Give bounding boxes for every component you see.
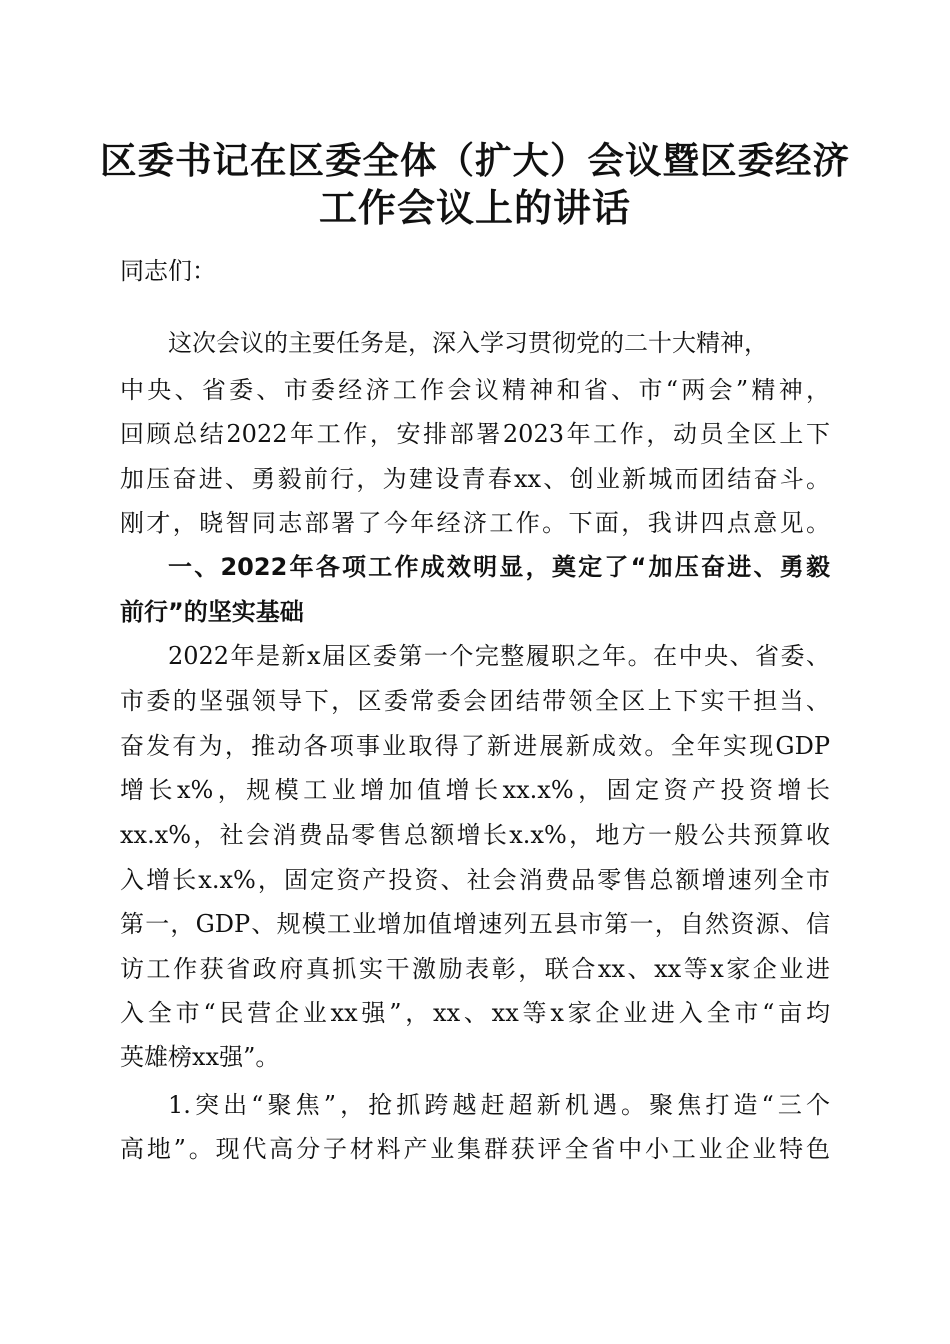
- paragraph-line: xx.x%，社会消费品零售总额增长x.x%，地方一般公共预算收: [120, 821, 830, 849]
- salutation: 同志们：: [120, 257, 216, 285]
- paragraph-line: 加压奋进、勇毅前行，为建设青春xx、创业新城而团结奋斗。: [120, 465, 830, 493]
- paragraph-line: 高地”。现代高分子材料产业集群获评全省中小工业企业特色: [120, 1135, 830, 1163]
- paragraph-line: 第一，GDP、规模工业增加值增速列五县市第一，自然资源、信: [120, 910, 830, 938]
- paragraph-line: 访工作获省政府真抓实干激励表彰，联合xx、xx等x家企业进: [120, 955, 830, 983]
- paragraph-line: 入增长x.x%，固定资产投资、社会消费品零售总额增速列全市: [120, 866, 830, 894]
- paragraph-line: 增长x%，规模工业增加值增长xx.x%，固定资产投资增长: [120, 776, 830, 804]
- paragraph-line: 刚才，晓智同志部署了今年经济工作。下面，我讲四点意见。: [120, 509, 830, 537]
- document-title-line-1: 区委书记在区委全体（扩大）会议暨区委经济: [100, 139, 850, 182]
- paragraph-line: 奋发有为，推动各项事业取得了新进展新成效。全年实现GDP: [120, 732, 830, 760]
- paragraph-line: 英雄榜xx强”。: [120, 1043, 280, 1071]
- paragraph-line: 入全市“民营企业xx强”，xx、xx等x家企业进入全市“亩均: [120, 999, 830, 1027]
- document-title-line-2: 工作会议上的讲话: [318, 185, 631, 230]
- paragraph-line: 2022年是新x届区委第一个完整履职之年。在中央、省委、: [168, 642, 830, 670]
- paragraph-line: 回顾总结2022年工作，安排部署2023年工作，动员全区上下: [120, 420, 830, 448]
- section-heading-line: 一、2022年各项工作成效明显，奠定了“加压奋进、勇毅: [168, 553, 830, 581]
- section-heading-line: 前行”的坚实基础: [120, 598, 304, 626]
- paragraph-line: 市委的坚强领导下，区委常委会团结带领全区上下实干担当、: [120, 687, 830, 715]
- paragraph-line: 中央、省委、市委经济工作会议精神和省、市“两会”精神，: [120, 376, 830, 404]
- paragraph-line: 1.突出“聚焦”，抢抓跨越赶超新机遇。聚焦打造“三个: [168, 1091, 830, 1119]
- paragraph-line: 这次会议的主要任务是，深入学习贯彻党的二十大精神，: [168, 329, 768, 357]
